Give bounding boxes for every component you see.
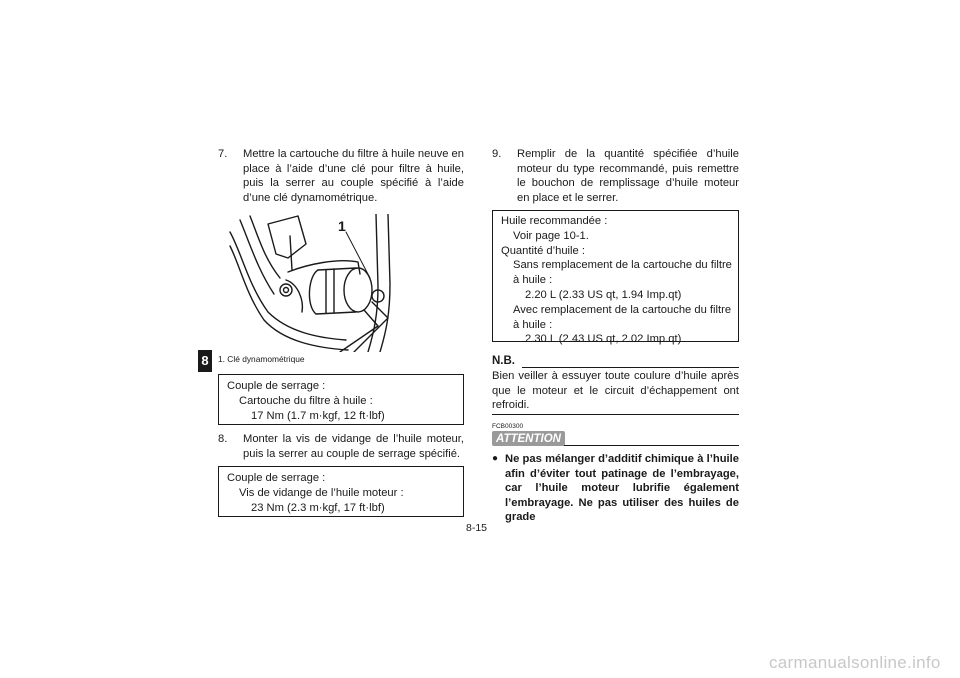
section-tab: 8	[198, 350, 212, 372]
oil-filter-illustration	[228, 214, 398, 352]
nb-label: N.B.	[492, 355, 515, 367]
step-7	[218, 147, 464, 205]
torque-box-2-value: 23 Nm (2.3 m·kgf, 17 ft·lbf)	[251, 501, 385, 514]
attention-header	[492, 431, 739, 449]
oil-type-heading: Huile recommandée :	[501, 215, 608, 227]
nb-end-rule	[492, 414, 739, 415]
figure-callout: 1	[338, 218, 346, 234]
step-9-number: 9.	[492, 148, 502, 160]
attention-rule	[564, 445, 739, 446]
torque-box-1-item: Cartouche du filtre à huile :	[239, 394, 373, 407]
oil-type-value: Voir page 10-1.	[513, 229, 589, 242]
torque-box-2-item: Vis de vidange de l’huile moteur :	[239, 486, 404, 499]
step-8-text: Monter la vis de vidange de l’huile moteur, puis la serrer au couple de serrage spécifié.	[243, 433, 464, 460]
torque-box-1-heading: Couple de serrage :	[227, 380, 326, 392]
torque-box-2-heading: Couple de serrage :	[227, 472, 326, 484]
step-9	[492, 147, 739, 205]
oil-quantity-with-filter-value: 2.30 L (2.43 US qt, 2.02 Imp.qt)	[525, 333, 682, 346]
oil-quantity-with-filter-cont: à huile :	[513, 318, 553, 331]
attention-badge: ATTENTION	[492, 431, 565, 446]
torque-box-1-value: 17 Nm (1.7 m·kgf, 12 ft·lbf)	[251, 409, 385, 422]
step-7-text: Mettre la cartouche du filtre à huile neuve en place à l’aide d’une clé pour filtre à huile, puis la serrer au couple spécifié à l’aide d’une clé dynamométrique.	[243, 148, 464, 204]
oil-spec-box	[492, 210, 739, 346]
oil-quantity-without-filter-cont: à huile :	[513, 274, 553, 287]
oil-filter-drawing	[228, 214, 398, 352]
attention-text: Ne pas mélanger d’additif chimique à l’huile afin d’éviter tout patinage de l’embrayage, car l’huile moteur lubrifie également l’embrayage. Ne pas utiliser des huiles de grade	[505, 453, 739, 524]
attention-item	[492, 452, 739, 525]
nb-header	[492, 355, 739, 369]
step-9-text: Remplir de la quantité spécifiée d’huile moteur du type recommandé, puis remettre le bouchon de remplissage d’huile moteur en place et le serrer.	[517, 148, 739, 204]
oil-quantity-without-filter-value: 2.20 L (2.33 US qt, 1.94 Imp.qt)	[525, 288, 682, 301]
torque-box-filter	[218, 374, 464, 425]
nb-text: Bien veiller à essuyer toute coulure d’huile après que le moteur et le circuit d’échappement ont refroidi.	[492, 370, 739, 412]
oil-quantity-without-filter: Sans remplacement de la cartouche du filtre	[513, 259, 732, 272]
watermark-text: carmanualsonline.info	[769, 653, 941, 672]
nb-rule	[522, 367, 739, 368]
step-7-number: 7.	[218, 148, 228, 160]
attention-code: FCB00300	[492, 423, 524, 430]
figure-caption: 1. Clé dynamométrique	[218, 354, 305, 364]
step-8	[218, 432, 464, 461]
oil-quantity-heading: Quantité d’huile :	[501, 244, 585, 257]
page-number: 8-15	[466, 522, 488, 534]
step-8-number: 8.	[218, 433, 228, 445]
torque-box-drain	[218, 466, 464, 517]
bullet-icon: ●	[492, 453, 499, 464]
oil-quantity-with-filter: Avec remplacement de la cartouche du filtre	[513, 303, 732, 316]
